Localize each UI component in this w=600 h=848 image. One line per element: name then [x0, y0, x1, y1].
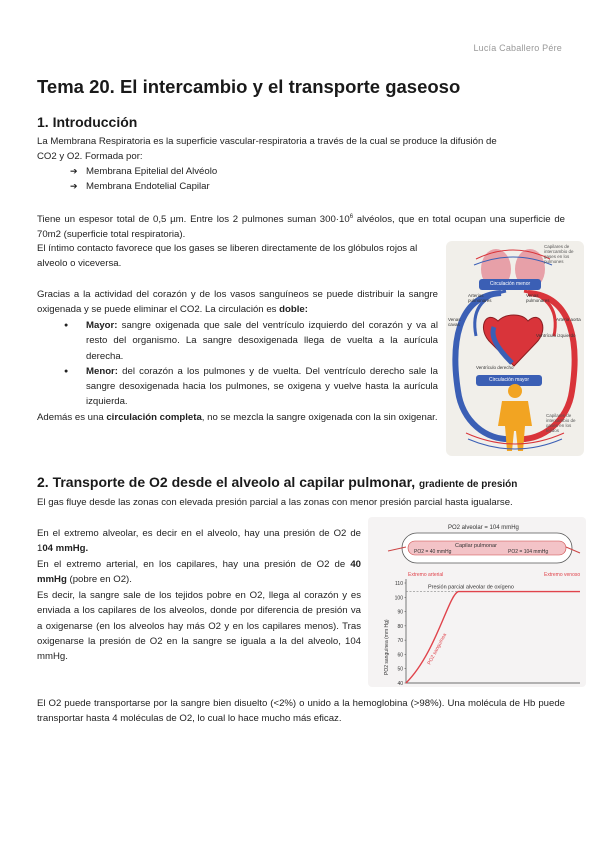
x-label-arterial: Extremo arterial	[408, 572, 444, 578]
thickness-exponent: 6	[349, 214, 354, 220]
tissue-capillaries-label: Capilares de intercambio de gases en los tejidos	[546, 413, 576, 433]
arterial-pressure-note: (pobre en O2).	[66, 574, 132, 586]
pulmonary-veins-label: Venas pulmonares	[526, 293, 550, 303]
pulmonary-arteries-label: Arterias pulmonares	[468, 293, 492, 303]
right-ventricle-label: Ventrículo derecho	[476, 365, 514, 370]
major-circulation-item	[86, 318, 438, 364]
y-tick-label: 80	[397, 623, 403, 630]
y-tick-label: 50	[397, 666, 403, 673]
thickness-paragraph	[37, 210, 565, 243]
thickness-text: Tiene un espesor total de 0,5 µm. Entre los 2 pulmones suman 300·10	[37, 214, 350, 226]
circulation-paragraph	[37, 287, 438, 318]
page-title: Tema 20. El intercambio y el transporte gaseoso	[37, 76, 461, 97]
major-text: sangre oxigenada que sale del ventrículo izquierdo del corazón y va al resto del organismo. La sangre desoxigenada llega de vuelta a la aurícula derecha.	[86, 320, 438, 362]
circulation-double: doble:	[279, 304, 308, 316]
membrane-definition-line1: La Membrana Respiratoria es la superficie vascular-respiratoria a través de la cual se produce la difusión de	[37, 136, 497, 147]
chart-axes	[406, 579, 580, 683]
transport-heading-text: 2. Transporte de O2 desde el alveolo al capilar pulmonar,	[37, 474, 416, 490]
po2-40-label: PO2 = 40 mmHg	[414, 549, 452, 555]
y-tick-label: 90	[397, 609, 403, 616]
circulation-diagram	[446, 241, 584, 456]
arterial-pressure-paragraph	[37, 557, 361, 588]
author-name: Lucía Caballero Pére	[473, 43, 562, 53]
minor-text: del corazón a los pulmones y de vuelta. Del ventrículo derecho sale la sangre desoxigenada hacia los pulmones, se oxigena y vuelve hasta la aurícula izquierda.	[86, 365, 438, 408]
circulation-text: Gracias a la actividad del corazón y de los vasos sanguíneos se puede distribuir la sangre oxigenada y se puede eliminar el CO2. La circulación es	[37, 289, 438, 316]
circulation-diagram-svg	[446, 241, 584, 456]
minor-circulation-label: Circulación menor	[489, 281, 531, 287]
chart-y-ticks	[395, 581, 406, 687]
y-tick-label: 40	[397, 681, 403, 687]
po2-alveolar-label: PO2 alveolar = 104 mmHg	[448, 525, 519, 531]
alveolar-pressure-value: 04 mmHg.	[42, 543, 89, 555]
complete-text-end: , no se mezcla la sangre oxigenada con la sin oxigenar.	[201, 412, 438, 423]
left-ventricle-label: Ventrículo izquierdo	[536, 333, 576, 338]
o2-transport-paragraph: El O2 puede transportarse por la sangre bien disuelto (<2%) o unido a la hemoglobina (>98%). Una molécula de Hb puede transportar hasta 4 moléculas de O2, lo cual lo hace mucho más eficaz.	[37, 698, 565, 725]
membrane-layers-list	[70, 164, 217, 195]
arterial-pressure-text: En el extremo arterial, en los capilares, hay una presión de O2 de	[37, 559, 351, 570]
y-axis-label: PO2 sanguínea (mm Hg)	[384, 619, 390, 675]
arterial-pressure-value: 40 mmHg	[37, 559, 361, 586]
membrane-layer-item: ➔ Membrana Epitelial del Alvéolo	[70, 164, 217, 179]
complete-text: Además es una	[37, 412, 107, 423]
vena-cava-label: Venas cavas	[448, 317, 461, 327]
y-tick-label: 60	[397, 652, 403, 659]
po2-curve	[406, 592, 580, 683]
minor-label: Menor:	[86, 365, 118, 377]
curve-label: PO2 sanguínea	[426, 632, 449, 666]
po2-gradient-figure	[368, 517, 586, 687]
axis-line	[406, 579, 580, 683]
membrane-definition-line2: CO2 y O2. Formada por:	[37, 151, 143, 163]
y-tick-label: 110	[395, 581, 403, 587]
section-heading-transport	[37, 474, 517, 490]
membrane-definition	[37, 134, 565, 165]
plateau-label: Presión parcial alveolar de oxígeno	[428, 584, 514, 591]
alveolar-pressure-text: En el extremo alveolar, es decir en el alveolo, hay una presión de O2 de 1	[37, 528, 361, 555]
circulation-types-list	[86, 318, 438, 410]
body-head-shape	[508, 384, 522, 398]
contact-paragraph: El íntimo contacto favorece que los gases se liberen directamente de los glóbulos rojos al alveolo o viceversa.	[37, 243, 418, 270]
minor-circulation-item	[86, 364, 438, 410]
y-tick-label: 70	[397, 638, 403, 645]
complete-circulation-paragraph	[37, 410, 438, 425]
po2-104-label: PO2 = 104 mmHg	[508, 549, 549, 555]
membrane-layer-item: ➔ Membrana Endotelial Capilar	[70, 179, 217, 194]
po2-gradient-svg	[368, 517, 586, 687]
major-label: Mayor:	[86, 320, 118, 331]
y-tick-label: 100	[394, 595, 403, 602]
oxygenation-paragraph: Es decir, la sangre sale de los tejidos pobre en O2, llega al corazón y es enviada a los capilares de los alveolos, donde por diferencia de presión va a oxigenarse (en los alveolos hay más O2 y en los capilares menos). Tras oxigenarse la presión de O2 en la sangre se iguala a la del alveolo, 104 mmHg.	[37, 590, 361, 663]
alveolar-pressure-paragraph	[37, 526, 361, 557]
capillary-label: Capilar pulmonar	[455, 543, 497, 549]
aorta-label: Arteria aorta	[556, 317, 581, 322]
x-label-venous: Extremo venoso	[544, 572, 581, 578]
transport-heading-subtitle: gradiente de presión	[419, 479, 518, 490]
lung-capillaries-label: Capilares de intercambio de gases en los pulmones	[544, 244, 574, 264]
section-heading-introduction: 1. Introducción	[37, 114, 138, 130]
major-circulation-label: Circulación mayor	[488, 377, 529, 383]
gas-flow-paragraph: El gas fluye desde las zonas con elevada presión parcial a las zonas con menor presión parcial hasta igualarse.	[37, 497, 513, 508]
thickness-text-end: alvéolos, que en total ocupan una superficie de 70m2 (superficie total respiratoria).	[37, 214, 565, 241]
complete-bold: circulación completa	[106, 412, 202, 423]
